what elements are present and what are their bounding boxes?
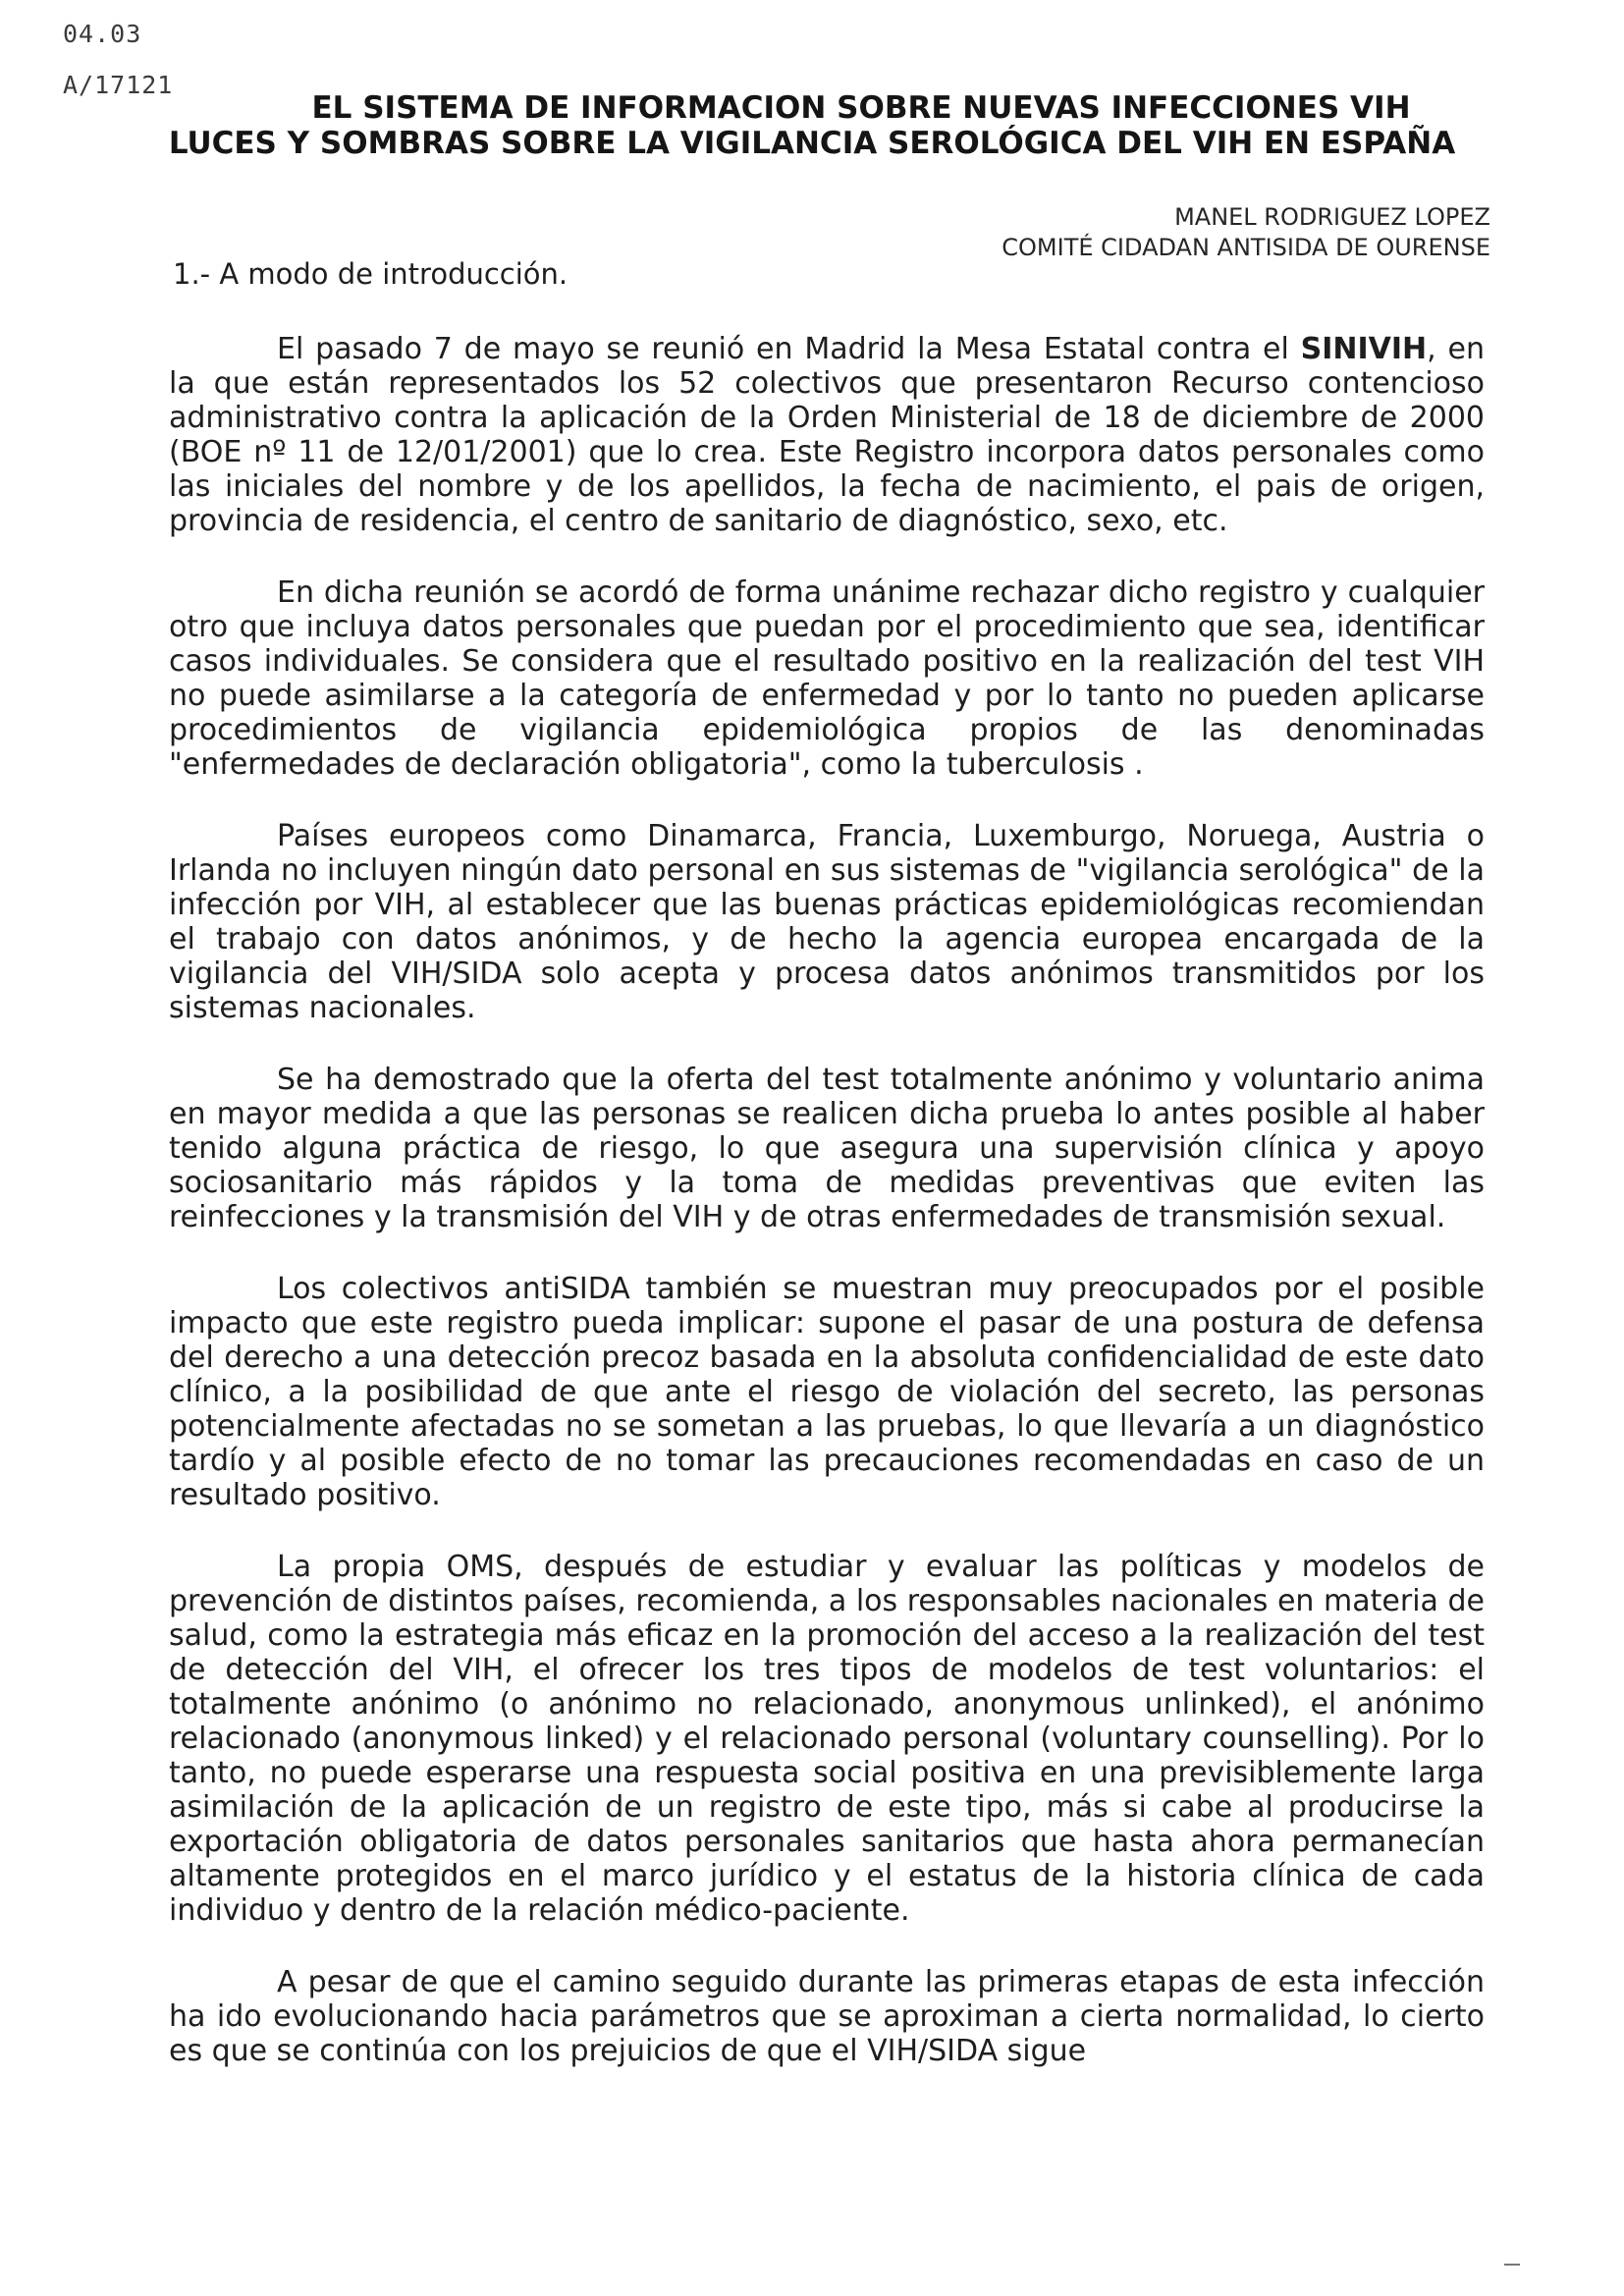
archive-stamp-date: 04.03: [63, 20, 142, 48]
paragraph-3: Países europeos como Dinamarca, Francia, Luxemburgo, Noruega, Austria o Irlanda no incluyen ningún dato personal en sus sistemas de "vigilancia serológica" de la infección por VIH, al establecer que las buenas prácticas epidemiológicas recomiendan el trabajo con datos anónimos, y de hecho la agencia europea encargada de la vigilancia del VIH/SIDA solo acepta y procesa datos anónimos transmitidos por los sistemas nacionales.: [169, 819, 1485, 1025]
document-title: EL SISTEMA DE INFORMACION SOBRE NUEVAS INFECCIONES VIH: [311, 90, 1411, 126]
archive-stamp-reference: A/17121: [63, 71, 174, 99]
author-organization: COMITÉ CIDADAN ANTISIDA DE OURENSE: [1001, 234, 1490, 261]
sinivih-emphasis: SINIVIH: [1300, 332, 1428, 366]
section-heading: 1.- A modo de introducción.: [173, 257, 568, 291]
paragraph-4: Se ha demostrado que la oferta del test totalmente anónimo y voluntario anima en mayor medida a que las personas se realicen dicha prueba lo antes posible al haber tenido alguna práctica de riesgo, lo que asegura una supervisión clínica y apoyo sociosanitario más rápidos y la toma de medidas preventivas que eviten las reinfecciones y la transmisión del VIH y de otras enfermedades de transmisión sexual.: [169, 1063, 1485, 1234]
body-text: [169, 332, 1485, 2105]
paragraph-2: En dicha reunión se acordó de forma unánime rechazar dicho registro y cualquier otro que incluya datos personales que puedan por el procedimiento que sea, identificar casos individuales. Se considera que el resultado positivo en la realización del test VIH no puede asimilarse a la categoría de enfermedad y por lo tanto no pueden aplicarse procedimientos de vigilancia epidemiológica propios de las denominadas "enfermedades de declaración obligatoria", como la tuberculosis .: [169, 575, 1485, 782]
paragraph-7: A pesar de que el camino seguido durante las primeras etapas de esta infección ha ido evolucionando hacia parámetros que se aproximan a cierta normalidad, lo cierto es que se continúa con los prejuicios de que el VIH/SIDA sigue: [169, 1965, 1485, 2068]
paragraph-6: La propia OMS, después de estudiar y evaluar las políticas y modelos de prevención de distintos países, recomienda, a los responsables nacionales en materia de salud, como la estrategia más eficaz en la promoción del acceso a la realización del test de detección del VIH, el ofrecer los tres tipos de modelos de test voluntarios: el totalmente anónimo (o anónimo no relacionado, anonymous unlinked), el anónimo relacionado (anonymous linked) y el relacionado personal (voluntary counselling). Por lo tanto, no puede esperarse una respuesta social positiva en una previsiblemente larga asimilación de la aplicación de un registro de este tipo, más si cabe al producirse la exportación obligatoria de datos personales sanitarios que hasta ahora permanecían altamente protegidos en el marco jurídico y el estatus de la historia clínica de cada individuo y dentro de la relación médico-paciente.: [169, 1550, 1485, 1928]
paragraph-1-rest: , en la que están representados los 52 colectivos que presentaron Recurso contencioso administrativo contra la aplicación de la Orden Ministerial de 18 de diciembre de 2000 (BOE nº 11 de 12/01/2001) que lo crea. Este Registro incorpora datos personales como las iniciales del nombre y de los apellidos, la fecha de nacimiento, el pais de origen, provincia de residencia, el centro de sanitario de diagnóstico, sexo, etc.: [169, 332, 1485, 538]
paragraph-1: [169, 332, 1485, 538]
document-subtitle: LUCES Y SOMBRAS SOBRE LA VIGILANCIA SEROLÓGICA DEL VIH EN ESPAÑA: [168, 126, 1456, 161]
page-edge-mark: [1504, 2264, 1520, 2266]
author-name: MANEL RODRIGUEZ LOPEZ: [1174, 203, 1490, 231]
paragraph-1-start: El pasado 7 de mayo se reunió en Madrid la Mesa Estatal contra el: [277, 332, 1301, 366]
paragraph-5: Los colectivos antiSIDA también se muestran muy preocupados por el posible impacto que este registro pueda implicar: supone el pasar de una postura de defensa del derecho a una detección precoz basada en la absoluta confidencialidad de este dato clínico, a la posibilidad de que ante el riesgo de violación del secreto, las personas potencialmente afectadas no se sometan a las pruebas, lo que llevaría a un diagnóstico tardío y al posible efecto de no tomar las precauciones recomendadas en caso de un resultado positivo.: [169, 1272, 1485, 1512]
